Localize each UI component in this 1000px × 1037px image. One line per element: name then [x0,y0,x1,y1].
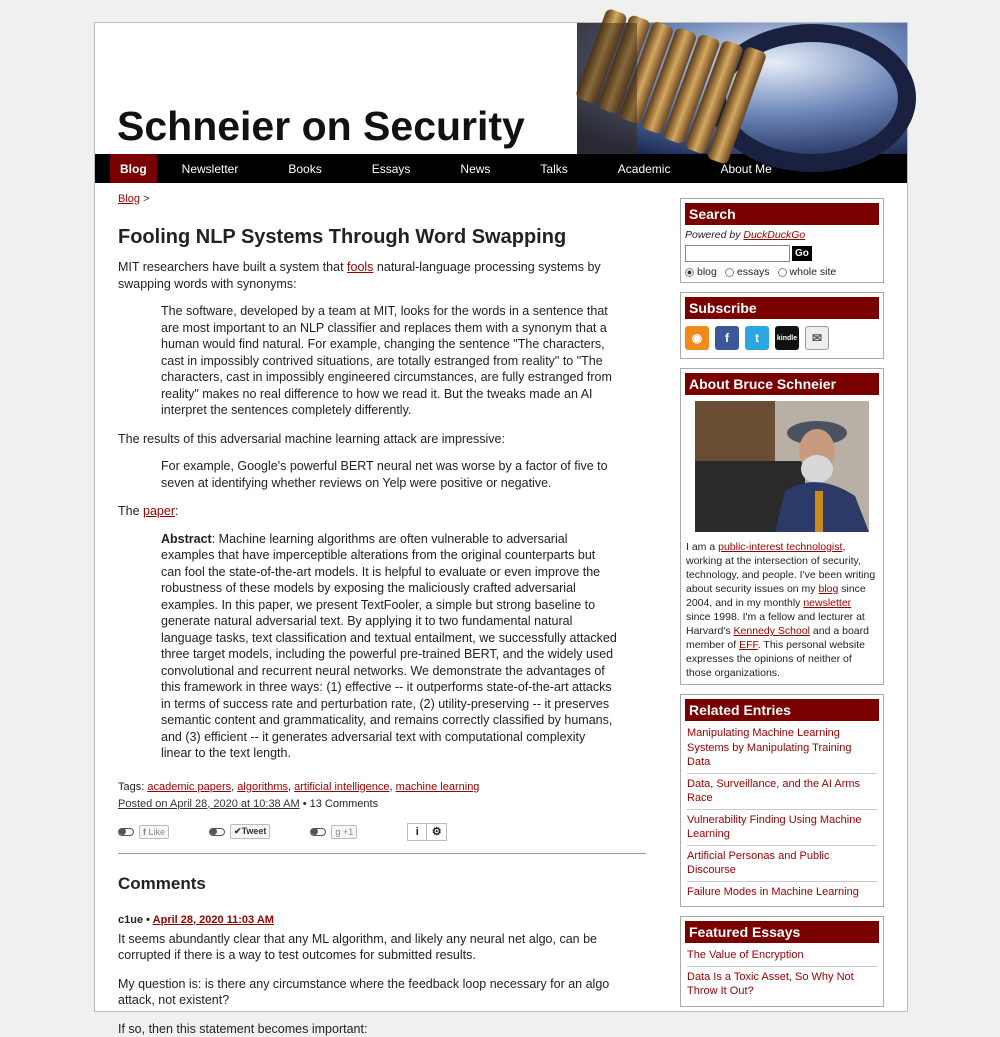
toggle-switch-icon[interactable] [118,828,134,836]
featured-item[interactable]: Data Is a Toxic Asset, So Why Not Throw It Out? [687,967,877,1002]
radio-label: essays [737,266,770,278]
nav-blog[interactable]: Blog [110,154,157,183]
tag-link[interactable]: academic papers [147,781,231,793]
duckduckgo-link[interactable]: DuckDuckGo [743,229,805,241]
powered-text: Powered by [685,229,743,241]
nav-talks[interactable]: Talks [515,154,592,183]
about-part: since 2004, and in my monthly [686,583,866,609]
about-title: About Bruce Schneier [685,373,879,395]
go-button[interactable]: Go [792,246,812,261]
tags-line: Tags: academic papers, algorithms, artificial intelligence, machine learning [118,779,648,796]
comment [118,914,648,1037]
about-part: and a board member of [686,625,869,651]
header-padlock-image [577,23,907,154]
page-container [94,22,908,1012]
eff-link[interactable]: EFF [739,639,758,651]
nav-academic[interactable]: Academic [593,154,696,183]
abstract-quote [161,531,618,762]
paper-link[interactable]: paper [143,504,175,518]
related-list [685,723,879,902]
related-title: Related Entries [685,699,879,721]
posted-permalink[interactable]: Posted on April 28, 2020 at 10:38 AM [118,798,300,810]
toggle-switch-icon[interactable] [209,828,225,836]
comment-bullet: • [146,914,150,926]
search-row [685,245,879,262]
facebook-share [118,825,169,839]
breadcrumb [118,193,648,205]
kennedy-school-link[interactable]: Kennedy School [734,625,810,637]
comment-date-link[interactable]: April 28, 2020 11:03 AM [153,914,274,926]
comment-text: My question is: is there any circumstance where the feedback loop necessary for an algo attack, not existent? [118,976,648,1009]
facebook-like-button[interactable] [139,825,169,839]
toggle-switch-icon[interactable] [310,828,326,836]
breadcrumb-blog-link[interactable]: Blog [118,193,140,205]
radio-label: whole site [790,266,837,278]
like-label: Like [149,827,166,837]
radio-label: blog [697,266,717,278]
abstract-label: Abstract [161,532,212,546]
post-meta [118,779,648,813]
article-column [118,193,648,1037]
comment-text: If so, then this statement becomes important: [118,1021,648,1037]
author-photo [695,401,869,532]
gear-icon[interactable]: ⚙ [427,823,447,841]
tags-label: Tags: [118,781,144,793]
posted-line [118,796,648,813]
tag-link[interactable]: artificial intelligence [294,781,389,793]
blog-link[interactable]: blog [818,583,838,595]
plusone-label: +1 [343,827,353,837]
related-item[interactable]: Data, Surveillance, and the AI Arms Race [687,774,877,810]
search-scope [685,266,879,278]
tag-link[interactable]: algorithms [237,781,288,793]
share-settings [407,823,447,841]
subscribe-icons [685,326,879,350]
nav-newsletter[interactable]: Newsletter [157,154,264,183]
related-item[interactable]: Artificial Personas and Public Discourse [687,846,877,882]
featured-box [680,916,884,1007]
rss-icon[interactable]: ◉ [685,326,709,350]
gplus-share [310,825,357,839]
subscribe-title: Subscribe [685,297,879,319]
featured-title: Featured Essays [685,921,879,943]
masthead [95,23,907,154]
nav-books[interactable]: Books [263,154,346,183]
comment-author: c1ue [118,914,143,926]
search-input[interactable] [685,245,790,262]
about-text [685,540,879,680]
pit-link[interactable]: public-interest technologist [718,541,842,553]
radio-essays[interactable] [725,268,734,277]
social-share-bar [118,823,648,841]
sidebar [680,198,884,1016]
intro-text-1: MIT researchers have built a system that [118,260,347,274]
related-item[interactable]: Vulnerability Finding Using Machine Learning [687,810,877,846]
nav-news[interactable]: News [435,154,515,183]
facebook-icon[interactable]: f [715,326,739,350]
related-box [680,694,884,907]
gplus-icon: g [335,827,340,837]
quote-2: For example, Google's powerful BERT neural net was worse by a factor of five to seven at identifying whether reviews on Yelp were positive or negative. [161,458,618,491]
post-title: Fooling NLP Systems Through Word Swapping [118,226,648,249]
facebook-f-icon: f [143,827,146,837]
comment-text: It seems abundantly clear that any ML algorithm, and likely any neural net algo, can be corrupted if there is a way to test outcomes for submitted results. [118,931,648,964]
related-item[interactable]: Failure Modes in Machine Learning [687,882,877,903]
tag-link[interactable]: machine learning [396,781,480,793]
featured-item[interactable]: The Value of Encryption [687,945,877,967]
results-paragraph: The results of this adversarial machine learning attack are impressive: [118,431,648,448]
intro-paragraph [118,259,648,292]
tweet-label: Tweet [242,826,267,836]
intro-text-2: natural-language processing systems by swapping words with synonyms: [118,260,601,291]
abstract-text: : Machine learning algorithms are often vulnerable to adversarial examples that have imperceptible alterations from the original counterparts but can fool the state-of-the-art models. It is helpful to evaluate or even improve the robustness of these models by exposing the maliciously crafted adversarial examples. In this paper, we present TextFooler, a simple but strong baseline to generate natural adversarial text. By applying it to two fundamental natural language tasks, text classification and textual entailment, we successfully attacked three target models, including the powerful pre-trained BERT, and the widely used convolutional and recurrent neural networks. We demonstrate the advantages of this framework in three ways: (1) effective -- it outperforms state-of-the-art attacks in terms of success rate and perturbation rate, (2) utility-preserving -- it preserves semantic content and grammaticality, and remains correctly classified by humans, and (3) efficient -- it generates adversarial text with computational complexity linear to the text length. [161,532,617,761]
nav-about-me[interactable]: About Me [695,154,796,183]
site-title[interactable]: Schneier on Security [117,103,525,150]
twitter-share [209,824,270,839]
related-item[interactable]: Manipulating Machine Learning Systems by Manipulating Training Data [687,723,877,774]
radio-whole-site[interactable] [778,268,787,277]
paper-text-pre: The [118,504,143,518]
breadcrumb-separator: > [143,193,149,205]
info-icon[interactable]: i [407,823,427,841]
search-title: Search [685,203,879,225]
about-part: I am a [686,541,718,553]
paper-text-post: : [175,504,178,518]
powered-by [685,229,879,241]
email-icon[interactable]: ✉ [805,326,829,350]
fools-link[interactable]: fools [347,260,373,274]
paper-paragraph [118,503,648,520]
comment-header [118,914,648,926]
subscribe-box [680,292,884,359]
quote-1: The software, developed by a team at MIT, looks for the words in a sentence that are most important to an NLP classifier and replaces them with a synonym that a human would find natural. For example, changing the sentence "The characters, cast in impossibly contrived situations, are totally estranged from reality" to "The characters, cast in impossibly engineered circumstances, are fully estranged from reality" makes no real difference to how we read it. But the tweaks made an AI interpret the sentences completely differently. [161,303,618,419]
divider [118,853,646,854]
newsletter-link[interactable]: newsletter [803,597,851,609]
twitter-bird-icon: ✔ [234,826,242,836]
about-part: since 1998. I'm a fellow and lecturer at Harvard's [686,611,865,637]
radio-blog[interactable] [685,268,694,277]
comments-title: Comments [118,874,648,894]
about-part: , working at the intersection of security, technology, and people. I've been writing about security issues on my [686,541,875,595]
nav-essays[interactable]: Essays [347,154,436,183]
kindle-icon[interactable]: kindle [775,326,799,350]
comments-count: • 13 Comments [303,798,378,810]
about-box [680,368,884,685]
tweet-button[interactable] [230,824,270,839]
featured-list [685,945,879,1002]
twitter-icon[interactable]: t [745,326,769,350]
plusone-button[interactable] [331,825,357,839]
about-part: . This personal website expresses the opinions of neither of those organizations. [686,639,865,679]
search-box [680,198,884,283]
